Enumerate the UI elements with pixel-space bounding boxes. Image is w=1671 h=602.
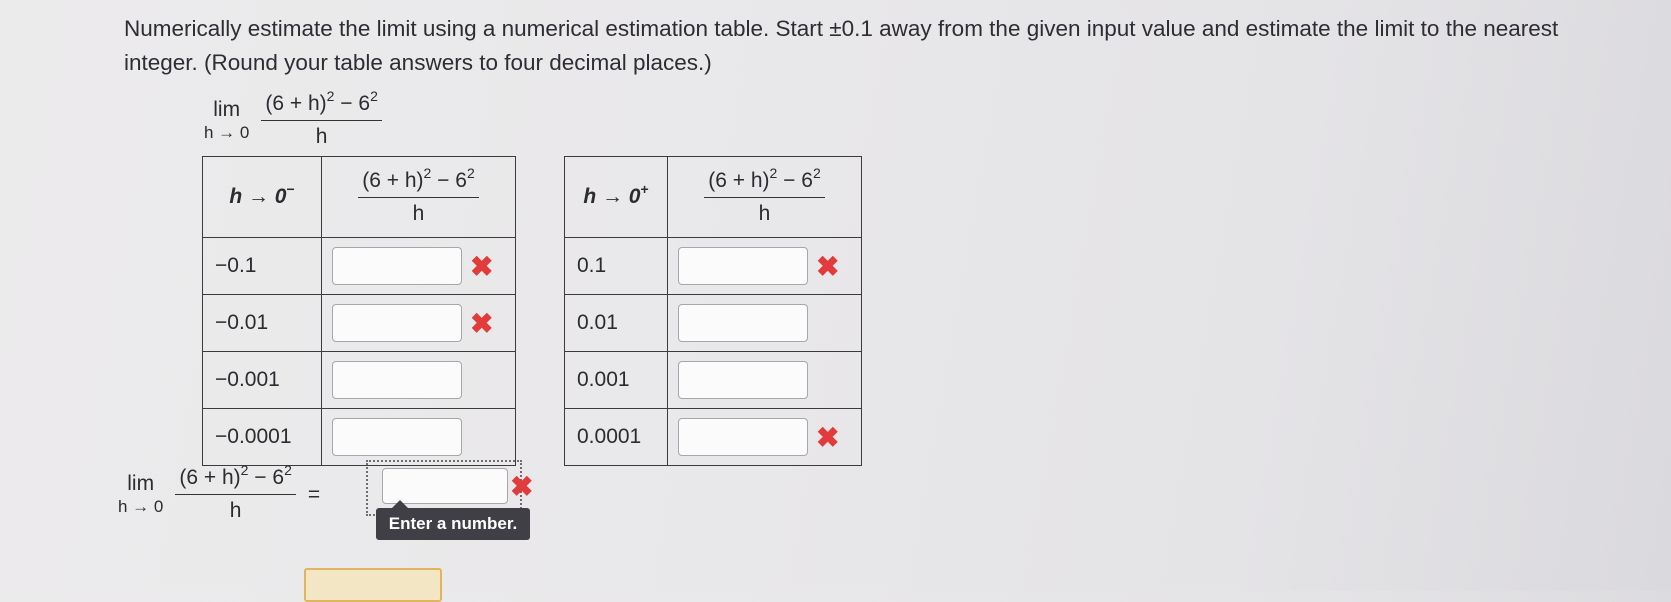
table-row bbox=[203, 238, 516, 295]
final-limit-expression: lim h → 0 $\frac{(6 + h)^2 - 6^2}{h}$ = bbox=[118, 462, 321, 522]
equals-sign: = bbox=[307, 482, 321, 506]
table-row bbox=[565, 238, 862, 295]
instructions: Numerically estimate the limit using a numerical estimation table. Start ±0.1 away from the given input value and estimate the limit to the nearest integer. (Round your table answers to four decimal places.) bbox=[124, 16, 1559, 75]
read-it-button[interactable] bbox=[304, 568, 442, 602]
right-estimation-table bbox=[564, 156, 862, 466]
right-header-h: h → 0+ bbox=[565, 157, 668, 238]
x-mark-icon: ✖ bbox=[470, 250, 494, 282]
x-mark-icon: ✖ bbox=[510, 471, 534, 502]
table-row bbox=[565, 409, 862, 466]
table-row bbox=[203, 409, 516, 466]
left-estimation-table bbox=[202, 156, 516, 466]
limit-expression bbox=[204, 88, 382, 149]
answer-input[interactable] bbox=[332, 361, 462, 399]
h-value: 0.1 bbox=[565, 238, 668, 295]
h-value: −0.1 bbox=[203, 238, 322, 295]
x-mark-icon: ✖ bbox=[816, 250, 840, 282]
tooltip: Enter a number. bbox=[376, 508, 530, 540]
limit-fraction: $\frac{(6 + h)^2 - 6^2}{h}$ bbox=[261, 92, 382, 149]
lim-word: lim bbox=[213, 98, 241, 121]
table-row bbox=[565, 295, 862, 352]
h-value: −0.0001 bbox=[203, 409, 322, 466]
answer-input[interactable] bbox=[678, 247, 808, 285]
x-mark-icon: ✖ bbox=[470, 307, 494, 339]
right-header-fraction: $\frac{(6 + h)^2 - 6^2}{h}$ bbox=[668, 157, 862, 238]
lim-approach: h → 0 bbox=[204, 123, 250, 142]
left-header-fraction: $\frac{(6 + h)^2 - 6^2}{h}$ bbox=[322, 157, 516, 238]
h-value: −0.001 bbox=[203, 352, 322, 409]
x-mark-icon: ✖ bbox=[816, 421, 840, 453]
h-value: 0.001 bbox=[565, 352, 668, 409]
h-value: −0.01 bbox=[203, 295, 322, 352]
answer-input[interactable] bbox=[678, 361, 808, 399]
answer-input[interactable] bbox=[332, 247, 462, 285]
h-value: 0.0001 bbox=[565, 409, 668, 466]
final-answer-input[interactable] bbox=[382, 468, 508, 504]
answer-input[interactable] bbox=[332, 418, 462, 456]
answer-input[interactable] bbox=[678, 304, 808, 342]
h-value: 0.01 bbox=[565, 295, 668, 352]
table-row bbox=[203, 295, 516, 352]
left-header-h: h → 0− bbox=[203, 157, 322, 238]
table-row bbox=[565, 352, 862, 409]
answer-input[interactable] bbox=[332, 304, 462, 342]
table-row bbox=[203, 352, 516, 409]
answer-input[interactable] bbox=[678, 418, 808, 456]
